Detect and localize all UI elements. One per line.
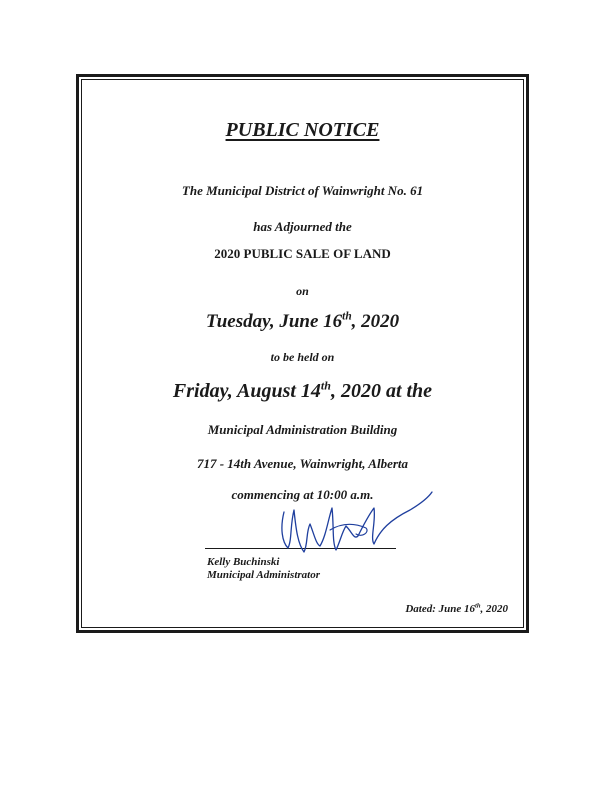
new-date-prefix: Friday, August 14 (172, 380, 321, 402)
original-date-prefix: Tuesday, June 16 (205, 311, 343, 332)
dated-prefix: Dated: June 16 (405, 603, 475, 615)
location-building: Municipal Administration Building (207, 422, 398, 437)
held-on-text: to be held on (270, 350, 335, 364)
new-sale-date (81, 380, 524, 403)
start-time: commencing at 10:00 a.m. (231, 487, 374, 502)
original-date-rest: , 2020 (351, 311, 400, 332)
handwritten-signature (270, 470, 440, 580)
dated-rest: , 2020 (480, 603, 508, 615)
district-name: The Municipal District of Wainwright No. 61 (181, 183, 424, 198)
dated-suffix: th (475, 602, 481, 610)
signature-stroke (282, 492, 432, 552)
signatory-name: Kelly Buchinski (207, 556, 280, 568)
adjourned-text: has Adjourned the (253, 219, 352, 234)
signatory-title: Municipal Administrator (207, 569, 320, 581)
location-address: 717 - 14th Avenue, Wainwright, Alberta (196, 456, 409, 471)
dated-line (405, 603, 508, 615)
notice-title: PUBLIC NOTICE (225, 119, 380, 141)
original-sale-date (81, 311, 524, 333)
sale-title: 2020 PUBLIC SALE OF LAND (214, 246, 391, 261)
on-text: on (296, 284, 309, 298)
new-date-rest: , 2020 at the (330, 380, 433, 402)
new-date-suffix: th (320, 378, 331, 393)
original-date-suffix: th (342, 310, 352, 323)
